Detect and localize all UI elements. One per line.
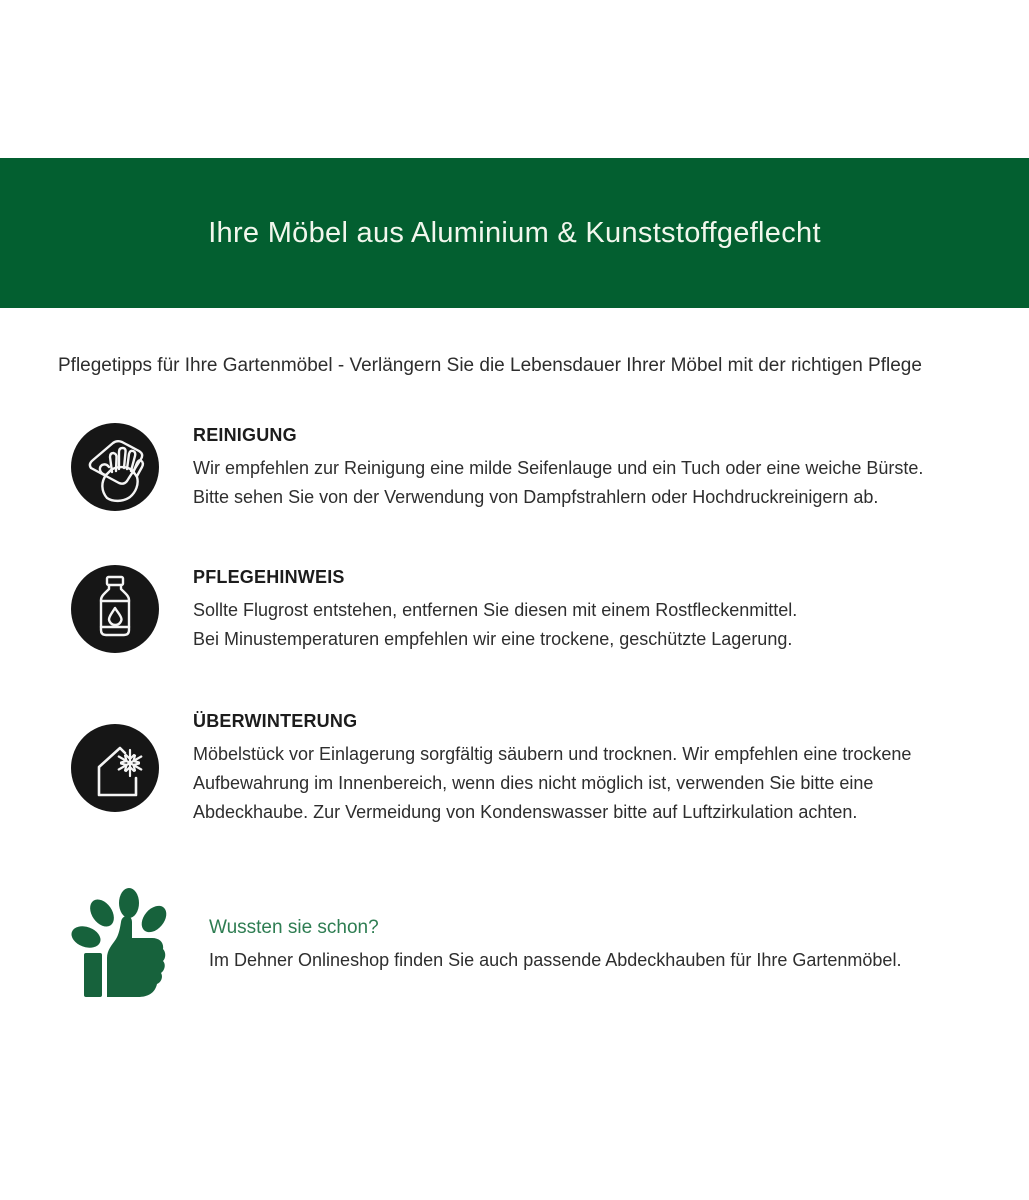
section-ueberwinterung bbox=[70, 709, 911, 827]
section-text-block bbox=[193, 709, 911, 827]
section-title: PFLEGEHINWEIS bbox=[193, 566, 345, 587]
winter-house-icon bbox=[70, 723, 160, 813]
tip-row bbox=[70, 887, 901, 1004]
care-bottle-icon bbox=[70, 564, 160, 654]
section-text-block bbox=[193, 565, 797, 654]
section-text-line: Möbelstück vor Einlagerung sorgfältig säubern und trocknen. Wir empfehlen eine trockene bbox=[193, 744, 912, 764]
section-text-line: Abdeckhaube. Zur Vermeidung von Kondenswasser bitte auf Luftzirkulation achten. bbox=[193, 802, 858, 822]
section-text-line: Aufbewahrung im Innenbereich, wenn dies nicht möglich ist, verwenden Sie bitte eine bbox=[193, 773, 874, 793]
header-banner bbox=[0, 158, 1029, 308]
tip-text: Im Dehner Onlineshop finden Sie auch passende Abdeckhauben für Ihre Gartenmöbel. bbox=[209, 950, 902, 970]
section-text-line: Wir empfehlen zur Reinigung eine milde Seifenlauge und ein Tuch oder eine weiche Bürste. bbox=[193, 457, 924, 478]
section-title: REINIGUNG bbox=[193, 424, 297, 445]
intro-text: Pflegetipps für Ihre Gartenmöbel - Verlängern Sie die Lebensdauer Ihrer Möbel mit der richtigen Pflege bbox=[58, 355, 922, 376]
page-title: Ihre Möbel aus Aluminium & Kunststoffgeflecht bbox=[208, 217, 821, 249]
section-text-line: Bei Minustemperaturen empfehlen wir eine trockene, geschützte Lagerung. bbox=[193, 628, 793, 649]
wipe-cloth-icon bbox=[70, 422, 160, 512]
section-text-line: Sollte Flugrost entstehen, entfernen Sie diesen mit einem Rostfleckenmittel. bbox=[193, 599, 798, 620]
section-title: ÜBERWINTERUNG bbox=[193, 711, 358, 731]
tip-text-block bbox=[209, 916, 901, 975]
section-pflegehinweis bbox=[70, 564, 797, 654]
section-text-line: Bitte sehen Sie von der Verwendung von Dampfstrahlern oder Hochdruckreinigern ab. bbox=[193, 486, 879, 507]
section-text-block bbox=[193, 423, 923, 512]
green-thumb-icon bbox=[70, 887, 176, 1004]
tip-title: Wussten sie schon? bbox=[209, 917, 379, 938]
section-reinigung bbox=[70, 422, 923, 512]
